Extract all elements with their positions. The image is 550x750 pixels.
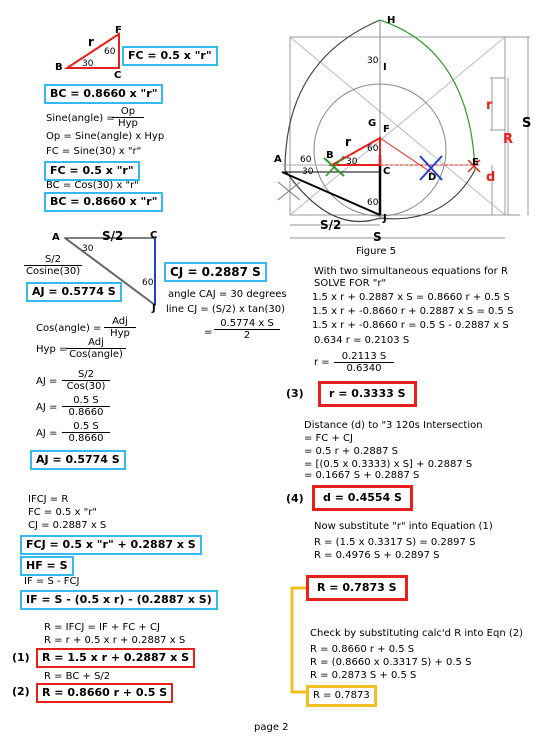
eq1-number: (1) (12, 651, 30, 664)
sine-line-3: FC = Sine(30) x "r" (46, 146, 142, 157)
angle-60: 60 (104, 47, 116, 57)
eq2-box: R = 0.8660 r + 0.5 S (36, 683, 173, 703)
aj-line-3: AJ = (36, 428, 58, 439)
fig-label-r-big: R (503, 132, 514, 147)
solve-line-6: 0.634 r = 0.2103 S (314, 335, 410, 346)
fig-label-i: I (383, 62, 387, 73)
solve-line-4: 1.5 x r + -0.8660 r + 0.2887 x S = 0.5 S (312, 306, 514, 317)
check-line-4: R = 0.2873 S + 0.5 S (310, 670, 417, 681)
aj-line-1: AJ = (36, 376, 58, 387)
solve-line-3: 1.5 x r + 0.2887 x S = 0.8660 r + 0.5 S (312, 292, 510, 303)
fig-label-b: B (326, 150, 334, 161)
eq4-number: (4) (286, 492, 304, 505)
fig-angle-30-a: 30 (302, 167, 314, 177)
fig-angle-30-b: 30 (346, 157, 358, 167)
hyp-label: Hyp = (36, 344, 68, 355)
cj-eq-sign: = (204, 327, 213, 338)
check-line-1: Check by substituting calc'd R into Eqn (2) (310, 628, 523, 639)
fc-result-box: FC = 0.5 x "r" (122, 46, 218, 66)
aj-box-2: AJ = 0.5774 S (30, 450, 126, 470)
solve-r-fraction: $\frac{0.2113 S}{0.6340}$ (334, 351, 394, 374)
subst-line-1: Now substitute "r" into Equation (1) (314, 521, 493, 532)
fig-label-g: G (368, 118, 377, 129)
fig-angle-30-top: 30 (367, 56, 379, 66)
dist-line-4: = [(0.5 x 0.3333) x S] + 0.2887 S (304, 459, 473, 470)
bc-box-2: BC = 0.8660 x "r" (44, 192, 163, 212)
fig-label-a: A (274, 154, 282, 165)
eq3-number: (3) (286, 387, 304, 400)
hyp-fraction: Adj Cos(angle) (66, 337, 126, 360)
eq4-box: d = 0.4554 S (312, 485, 413, 511)
cj-tan-line: line CJ = (S/2) x tan(30) (166, 304, 285, 315)
bc-result-box: BC = 0.8660 x "r" (44, 84, 163, 104)
eq3-box: r = 0.3333 S (318, 381, 417, 407)
fig-label-r-small: r (486, 98, 493, 113)
cj-angle-line: angle CAJ = 30 degrees (168, 289, 287, 300)
sine-def-label: Sine(angle) = (46, 113, 115, 124)
rsum-line-2: R = r + 0.5 x r + 0.2887 x S (44, 635, 186, 646)
angle-60-b: 60 (142, 278, 154, 288)
aj-fraction: $\frac{S/2}{Cosine(30)}$ (26, 254, 81, 277)
label-s-half: S/2 (102, 229, 124, 243)
subst-line-3: R = 0.4976 S + 0.2897 S (314, 550, 440, 561)
check-line-2: R = 0.8660 r + 0.5 S (310, 644, 415, 655)
dist-line-5: = 0.1667 S + 0.2887 S (304, 470, 420, 481)
fig-angle-60-b: 60 (367, 144, 379, 154)
ifcj-line-2: FC = 0.5 x "r" (28, 507, 97, 518)
aj-fraction-1: S/2 Cos(30) (62, 369, 110, 392)
ifcj-line-1: IFCJ = R (28, 494, 69, 505)
label-c: C (114, 70, 122, 81)
fig-label-h: H (387, 15, 396, 26)
fig-label-e: E (472, 157, 479, 168)
angle-30-b: 30 (82, 244, 94, 254)
eq2-number: (2) (12, 685, 30, 698)
label-a: A (52, 232, 60, 243)
page-footer: page 2 (254, 722, 289, 733)
r-check-box: R = 0.7873 (306, 685, 377, 707)
angle-30: 30 (82, 59, 94, 69)
bc-cos-line: BC = Cos(30) x "r" (46, 180, 139, 191)
fc-box-2: FC = 0.5 x "r" (44, 161, 140, 181)
cj-box: CJ = 0.2887 S (164, 262, 267, 282)
solve-line-1: With two simultaneous equations for R (314, 266, 508, 277)
label-r: r (88, 35, 94, 49)
fig-label-d: D (428, 172, 437, 183)
hf-box: HF = S (20, 556, 74, 576)
r-result-box: R = 0.7873 S (306, 575, 408, 601)
fcj-box: FCJ = 0.5 x "r" + 0.2887 x S (20, 535, 202, 555)
fig-label-s-right: S (522, 116, 532, 131)
rsum-line-1: R = IFCJ = IF + FC + CJ (44, 622, 160, 633)
cos-fraction: Adj Hyp (104, 316, 136, 339)
aj-line-2: AJ = (36, 402, 58, 413)
solve-line-2: SOLVE FOR "r" (314, 278, 387, 289)
eq1-box: R = 1.5 x r + 0.2887 x S (36, 648, 195, 668)
aj-box-1: AJ = 0.5774 S (26, 282, 122, 302)
figure-caption: Figure 5 (356, 246, 397, 257)
label-f: F (115, 25, 122, 36)
fig-angle-60-c: 60 (367, 198, 379, 208)
label-b: B (55, 62, 63, 73)
fig-label-j: J (383, 213, 387, 224)
label-j: J (152, 303, 156, 314)
ifcj-line-3: CJ = 0.2887 x S (28, 520, 107, 531)
fig-angle-60-a: 60 (300, 155, 312, 165)
fig-label-f: F (383, 124, 390, 135)
aj-fraction-3: $\frac{0.5 S}{0.8660}$ (62, 421, 110, 444)
if-box: IF = S - (0.5 x r) - (0.2887 x S) (20, 590, 218, 610)
solve-line-5: 1.5 x r + -0.8660 r = 0.5 S - 0.2887 x S (312, 320, 509, 331)
if-line: IF = S - FCJ (24, 576, 80, 587)
fig-label-s-bottom: S (373, 230, 382, 244)
dist-line-3: = 0.5 r + 0.2887 S (304, 446, 399, 457)
aj-fraction-2: $\frac{0.5 S}{0.8660}$ (62, 395, 110, 418)
label-c2: C (150, 230, 158, 241)
sine-line-2: Op = Sine(angle) x Hyp (46, 131, 165, 142)
dist-line-2: = FC + CJ (304, 433, 353, 444)
fig-label-r-inner: r (345, 135, 351, 149)
cj-fraction: $\frac{\text{0.5774 x S}}{2}$ (214, 318, 280, 341)
rbc-line: R = BC + S/2 (44, 671, 111, 682)
fig-label-d-dim: d (486, 170, 496, 185)
fig-label-s-half: S/2 (320, 218, 342, 232)
solve-r-label: r = (314, 357, 330, 368)
sine-fraction: Op Hyp (112, 106, 144, 129)
dist-line-1: Distance (d) to "3 120s Intersection (304, 420, 483, 431)
subst-line-2: R = (1.5 x 0.3317 S) = 0.2897 S (314, 537, 476, 548)
check-line-3: R = (0.8660 x 0.3317 S) + 0.5 S (310, 657, 472, 668)
fig-label-c: C (383, 166, 391, 177)
cos-def-label: Cos(angle) = (36, 323, 102, 334)
